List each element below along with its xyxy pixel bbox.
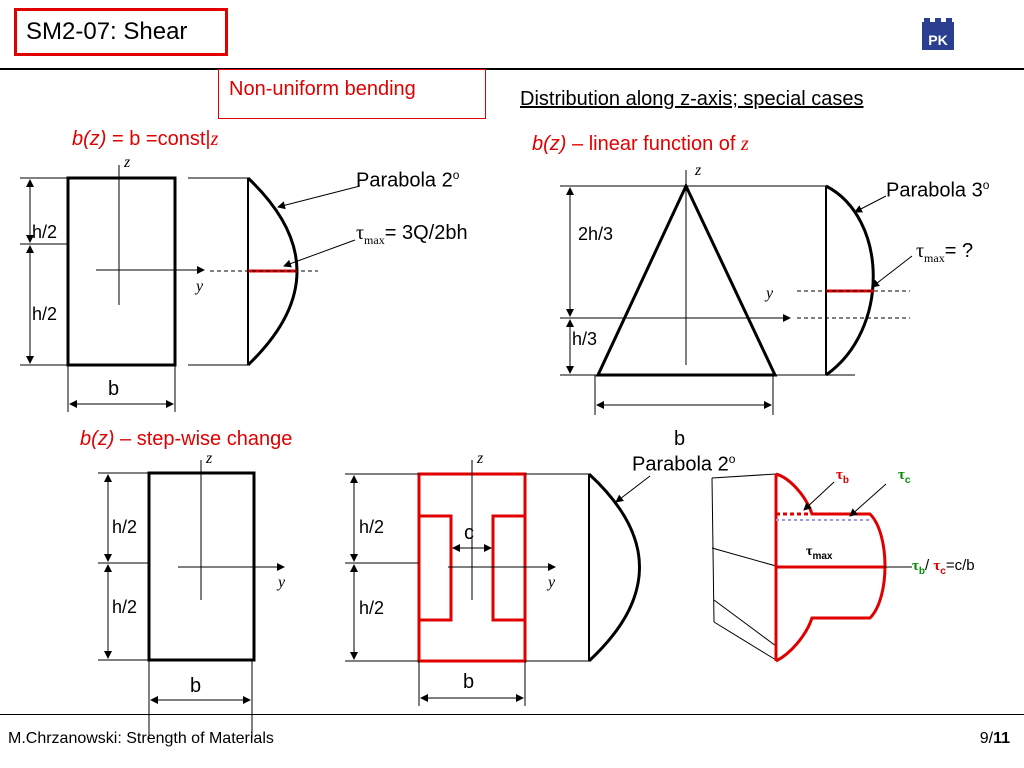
footer-author: M.Chrzanowski: Strength of Materials: [8, 730, 274, 747]
tau-max-label: [806, 542, 832, 562]
case1-heading-rest: = b =const|: [106, 128, 211, 150]
case2-b-label: b: [674, 428, 686, 450]
case3-parabola-label: [632, 452, 735, 477]
case3-heading: [80, 428, 292, 451]
rectangle-section: [68, 178, 175, 365]
case3-z2-label: z: [477, 450, 484, 467]
case3-h-bottom2-label: h/2: [359, 598, 385, 618]
case3-b-label: b: [190, 675, 202, 697]
tau-pointer: [872, 256, 912, 287]
case3-h-top2-label: h/2: [359, 517, 385, 537]
tau-c-pointer: [850, 484, 886, 516]
cutout-right: [493, 516, 525, 620]
case1-h-top-label: h/2: [32, 222, 58, 242]
tau-ratio-label: [912, 557, 975, 577]
parabola-curve: [826, 186, 873, 375]
cutout-left: [419, 516, 451, 620]
case2-parabola-degree: o: [982, 178, 990, 192]
ratio-tau-c-sub: c: [940, 566, 946, 577]
parabola-pointer: [278, 186, 360, 207]
tau-max-symbol: τ: [806, 544, 813, 559]
ratio-tau-b-symbol: τ: [912, 558, 919, 574]
parabola-pointer: [616, 476, 650, 502]
case1-y-label: y: [196, 278, 204, 295]
svg-text:PK: PK: [928, 32, 948, 48]
nonuniform-bending-box: Non-uniform bending: [218, 69, 486, 119]
case1-tau-symbol: τ: [356, 222, 365, 244]
case1-b-label: b: [108, 378, 120, 400]
case3-heading-rest: – step-wise change: [114, 428, 293, 450]
case2-graphics: [560, 170, 912, 415]
case2-heading-func: b(z): [532, 133, 567, 155]
case1-heading-sub: z: [210, 128, 219, 150]
case3-z-label: z: [206, 450, 213, 467]
tau-b-label: [836, 466, 849, 486]
case3-y2-label: y: [548, 574, 556, 591]
case2-heading-var: z: [741, 133, 749, 155]
case2-heading: [532, 133, 749, 156]
ratio-tau-c-symbol: τ: [933, 558, 941, 574]
case2-tau-max: [916, 240, 973, 266]
case2-2h3-label: 2h/3: [578, 224, 614, 244]
case2-tau-value: = ?: [944, 240, 974, 262]
footer-rule: [0, 714, 1024, 715]
case1-graphics: [20, 165, 360, 412]
case2-tau-sub: max: [924, 251, 945, 265]
case1-heading: [72, 128, 218, 151]
case2-z-label: z: [695, 162, 702, 179]
case3-c-label: c: [464, 522, 474, 544]
case3-h-top-label: h/2: [112, 517, 138, 537]
case3-stepped-graphics: [345, 460, 912, 706]
case3-parabola-text: Parabola 2: [632, 453, 729, 476]
case2-parabola-text: Parabola 3: [886, 179, 983, 202]
tau-c-symbol: τ: [898, 467, 905, 483]
distribution-heading: Distribution along z-axis; special cases: [520, 88, 864, 110]
case1-tau-value: = 3Q/2bh: [384, 222, 468, 244]
case1-heading-func: b(z): [72, 128, 107, 150]
parabola-pointer: [855, 196, 886, 212]
case2-y-label: y: [766, 285, 774, 302]
case1-tau-max: [356, 222, 468, 248]
case1-z-label: z: [124, 154, 131, 171]
footer-page-total: 11: [993, 730, 1010, 747]
case1-parabola-label: [356, 168, 459, 193]
case3-b2-label: b: [463, 671, 475, 693]
case3-y-label: y: [278, 574, 286, 591]
tau-c-label: [898, 466, 910, 486]
tau-c-sub: c: [904, 475, 911, 486]
slide-title: SM2-07: Shear: [14, 8, 228, 56]
case3-h-bottom-label: h/2: [112, 597, 138, 617]
case3-parabola-degree: o: [728, 452, 736, 466]
case2-h3-label: h/3: [572, 329, 598, 349]
case1-tau-sub: max: [364, 233, 385, 247]
tau-b-symbol: τ: [836, 467, 843, 483]
footer-page-number: [980, 730, 1010, 748]
case2-heading-rest: – linear function of: [566, 133, 742, 155]
ratio-tau-b-sub: b: [918, 566, 926, 577]
case1-h-bottom-label: h/2: [32, 304, 58, 324]
tau-max-sub: max: [812, 550, 833, 562]
case2-parabola-label: [886, 178, 989, 203]
parabola-curve: [589, 474, 640, 661]
case1-parabola-degree: o: [452, 168, 460, 182]
case3-heading-func: b(z): [80, 428, 115, 450]
tau-b-pointer: [804, 482, 834, 510]
footer-page-current: 9/: [979, 730, 994, 747]
ratio-value: =c/b: [945, 557, 975, 574]
case2-tau-symbol: τ: [916, 240, 925, 262]
case1-parabola-text: Parabola 2: [356, 169, 453, 192]
ratio-slash: /: [925, 557, 934, 574]
tau-b-sub: b: [842, 475, 850, 486]
